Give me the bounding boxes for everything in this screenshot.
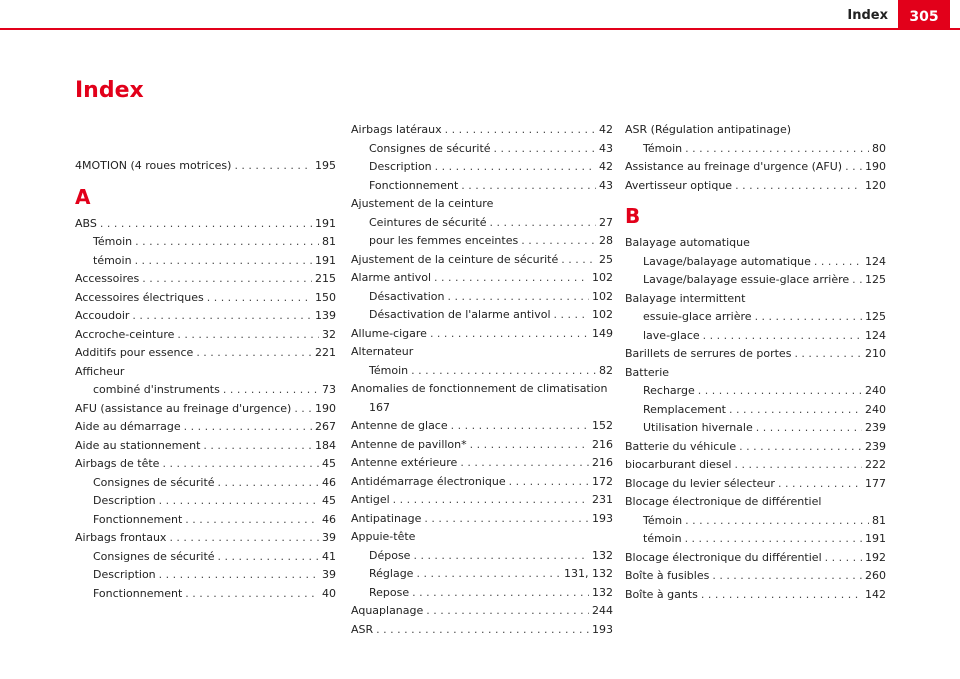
entry-page-ref[interactable]: 102	[592, 271, 613, 284]
entry-term: Témoin	[93, 235, 133, 248]
dot-leader	[135, 233, 319, 252]
dot-leader	[376, 621, 589, 640]
entry-term: Consignes de sécurité	[369, 141, 491, 155]
index-letter-heading: B	[625, 204, 641, 228]
dot-leader	[447, 288, 589, 307]
entry-page-ref[interactable]: 28	[599, 234, 613, 247]
dot-leader	[169, 529, 319, 548]
entry-term: Barillets de serrures de portes	[625, 347, 792, 360]
entry-page-ref[interactable]: 120	[865, 178, 886, 192]
index-entry-heading	[625, 121, 886, 140]
dot-leader	[203, 437, 312, 456]
dot-leader	[412, 584, 589, 603]
dot-leader	[735, 177, 862, 196]
entry-term: Balayage automatique	[625, 236, 750, 249]
index-subentry	[351, 158, 613, 177]
entry-term: Description	[93, 494, 156, 507]
entry-term: Désactivation de l'alarme antivol	[369, 308, 551, 321]
dot-leader	[685, 530, 862, 549]
entry-term: Additifs pour essence	[75, 346, 194, 359]
dot-leader	[426, 602, 589, 621]
entry-page-ref[interactable]: 239	[865, 421, 886, 434]
dot-leader	[185, 585, 319, 604]
index-subentry	[75, 233, 336, 252]
dot-leader	[814, 253, 862, 272]
index-subentry	[351, 177, 613, 196]
entry-term: Ajustement de la ceinture	[351, 197, 494, 210]
index-subentry	[75, 548, 336, 567]
entry-page-ref[interactable]: 184	[315, 438, 336, 452]
index-letter-heading: A	[75, 184, 91, 209]
dot-leader	[218, 548, 319, 567]
index-subentry	[625, 140, 886, 159]
index-entry	[351, 121, 613, 140]
entry-term: Description	[93, 568, 156, 581]
index-entry-heading	[625, 364, 886, 383]
index-subentry	[625, 327, 886, 346]
entry-page-ref[interactable]: 80	[872, 141, 886, 155]
dot-leader	[825, 549, 862, 568]
dot-leader	[703, 327, 862, 346]
dot-leader	[185, 511, 319, 530]
entry-term: Lavage/balayage automatique	[643, 254, 811, 268]
entry-term: biocarburant diesel	[625, 458, 732, 471]
dot-leader	[739, 438, 862, 457]
header-section-title: Index	[847, 8, 888, 23]
entry-page-ref[interactable]: 124	[865, 328, 886, 342]
index-subentry	[351, 232, 613, 251]
index-entry	[625, 177, 886, 196]
dot-leader	[554, 306, 590, 325]
entry-page-ref[interactable]: 131, 132	[564, 567, 613, 580]
entry-page-ref[interactable]: 193	[592, 622, 613, 636]
dot-leader	[393, 491, 589, 510]
index-entry	[75, 307, 336, 326]
entry-page-ref[interactable]: 43	[599, 141, 613, 155]
entry-term: Batterie	[625, 365, 670, 379]
entry-term: Fonctionnement	[93, 586, 183, 600]
index-subentry	[351, 584, 613, 603]
entry-term: Blocage du levier sélecteur	[625, 476, 775, 490]
index-subentry	[625, 530, 886, 549]
dot-leader	[196, 344, 312, 363]
dot-leader	[451, 417, 589, 436]
index-entry	[351, 325, 613, 344]
entry-term: Antigel	[351, 493, 390, 506]
dot-leader	[159, 492, 319, 511]
entry-page-ref[interactable]: 239	[865, 439, 886, 453]
entry-term: Ceintures de sécurité	[369, 215, 487, 229]
dot-leader	[845, 158, 862, 177]
entry-term: ASR	[351, 622, 374, 636]
index-subentry	[625, 419, 886, 438]
index-subentry	[625, 382, 886, 401]
dot-leader	[756, 419, 862, 438]
entry-term: Aquaplanage	[351, 604, 424, 617]
dot-leader	[434, 269, 589, 288]
dot-leader	[494, 140, 596, 159]
entry-term: Assistance au freinage d'urgence (AFU)	[625, 160, 843, 173]
index-subentry	[625, 253, 886, 272]
entry-term: Utilisation hivernale	[643, 421, 753, 434]
entry-page-ref[interactable]: 45	[322, 457, 336, 470]
index-subentry	[351, 140, 613, 159]
index-entry-heading	[351, 343, 613, 362]
entry-page-ref[interactable]: 240	[865, 402, 886, 416]
index-entry	[351, 417, 613, 436]
entry-page-ref[interactable]: 216	[592, 456, 613, 469]
entry-term: Accessoires	[75, 272, 140, 285]
index-subentry	[75, 381, 336, 400]
entry-term: Batterie du véhicule	[625, 439, 737, 453]
dot-leader	[470, 436, 589, 455]
entry-page-ref[interactable]: 191	[315, 216, 336, 230]
entry-page-ref[interactable]: 125	[865, 310, 886, 323]
index-subentry	[75, 252, 336, 271]
entry-page-ref[interactable]: 81	[322, 235, 336, 248]
index-entry	[75, 437, 336, 456]
dot-leader	[132, 307, 312, 326]
dot-leader	[100, 215, 312, 234]
entry-term: Antenne de pavillon*	[351, 437, 467, 451]
dot-leader	[413, 547, 589, 566]
entry-term: Accessoires électriques	[75, 290, 204, 304]
index-entry	[625, 438, 886, 457]
entry-term: AFU (assistance au freinage d'urgence)	[75, 401, 292, 415]
entry-term: Airbags frontaux	[75, 531, 167, 544]
dot-leader	[184, 418, 312, 437]
entry-page-ref[interactable]: 32	[322, 327, 336, 341]
entry-term: Remplacement	[643, 402, 726, 416]
entry-term: Appuie-tête	[351, 530, 416, 543]
entry-term: Témoin	[369, 363, 409, 377]
index-column-3	[625, 121, 886, 604]
entry-page-ref[interactable]: 240	[865, 384, 886, 397]
index-entry	[351, 621, 613, 640]
dot-leader	[698, 382, 862, 401]
dot-leader	[223, 381, 319, 400]
index-entry	[351, 454, 613, 473]
dot-leader	[712, 567, 862, 586]
entry-term: Repose	[369, 585, 410, 599]
index-subentry	[75, 511, 336, 530]
entry-term: 4MOTION (4 roues motrices)	[75, 159, 232, 172]
entry-page-ref[interactable]: 139	[315, 309, 336, 322]
entry-page-ref[interactable]: 210	[865, 347, 886, 360]
index-subentry	[351, 306, 613, 325]
dot-leader	[411, 362, 596, 381]
entry-page-ref[interactable]: 73	[322, 383, 336, 396]
index-entry-wrapped	[351, 380, 613, 417]
entry-term: Réglage	[369, 567, 414, 580]
dot-leader	[142, 270, 312, 289]
entry-page-ref[interactable]: 124	[865, 254, 886, 268]
entry-page-ref[interactable]: 190	[315, 401, 336, 415]
index-entry	[351, 436, 613, 455]
index-entry	[351, 473, 613, 492]
entry-page-ref[interactable]: 41	[322, 549, 336, 563]
index-entry	[75, 344, 336, 363]
entry-page-ref[interactable]: 102	[592, 308, 613, 321]
entry-term: Airbags latéraux	[351, 123, 442, 136]
entry-term: Airbags de tête	[75, 457, 160, 470]
entry-page-ref[interactable]: 81	[872, 513, 886, 527]
entry-term: Alarme antivol	[351, 271, 432, 284]
index-subentry	[625, 308, 886, 327]
entry-term: témoin	[93, 253, 132, 267]
entry-page-ref[interactable]: 125	[865, 273, 886, 286]
index-subentry	[625, 401, 886, 420]
dot-leader	[852, 271, 862, 290]
entry-page-ref[interactable]: 172	[592, 474, 613, 488]
index-subentry	[351, 214, 613, 233]
entry-page-ref[interactable]: 177	[865, 476, 886, 490]
index-entry	[75, 529, 336, 548]
dot-leader	[561, 251, 596, 270]
index-entry-heading	[625, 290, 886, 309]
index-entry-heading	[75, 363, 336, 382]
dot-leader	[755, 308, 862, 327]
entry-term: Blocage électronique de différentiel	[625, 495, 822, 508]
index-entry	[625, 345, 886, 364]
index-subentry	[75, 585, 336, 604]
entry-page-ref[interactable]: 195	[315, 159, 336, 172]
entry-term: Balayage intermittent	[625, 291, 746, 305]
index-subentry	[351, 565, 613, 584]
entry-page-ref[interactable]: 216	[592, 437, 613, 451]
entry-term: Antidémarrage électronique	[351, 474, 506, 488]
dot-leader	[435, 158, 596, 177]
entry-page-ref[interactable]: 231	[592, 493, 613, 506]
dot-leader	[445, 121, 596, 140]
index-entry	[351, 251, 613, 270]
index-entry-heading	[625, 234, 886, 253]
entry-term: Afficheur	[75, 364, 125, 378]
entry-page-ref[interactable]: 192	[865, 550, 886, 564]
entry-term: Alternateur	[351, 345, 414, 358]
dot-leader	[207, 289, 312, 308]
index-subentry	[75, 566, 336, 585]
entry-term: Lavage/balayage essuie-glace arrière	[643, 273, 850, 286]
entry-page-ref[interactable]: 40	[322, 586, 336, 600]
entry-term: pour les femmes enceintes	[369, 234, 519, 247]
index-entry	[75, 400, 336, 419]
dot-leader	[460, 454, 589, 473]
entry-page-ref[interactable]: 27	[599, 215, 613, 229]
index-entry	[625, 567, 886, 586]
entry-page-ref[interactable]: 150	[315, 290, 336, 304]
entry-term: combiné d'instruments	[93, 383, 220, 396]
entry-term: Allume-cigare	[351, 326, 427, 340]
dot-leader	[729, 401, 862, 420]
entry-term: Aide au démarrage	[75, 420, 181, 433]
dot-leader	[521, 232, 596, 251]
entry-term: Anomalies de fonctionnement de climatisation	[351, 382, 608, 395]
entry-term: Dépose	[369, 548, 411, 562]
entry-page-ref[interactable]: 82	[599, 363, 613, 377]
dot-leader	[430, 325, 589, 344]
index-entry	[351, 269, 613, 288]
entry-page-ref[interactable]: 149	[592, 326, 613, 340]
entry-page-ref[interactable]: 45	[322, 494, 336, 507]
entry-term: Aide au stationnement	[75, 438, 201, 452]
entry-page-ref[interactable]: 132	[592, 548, 613, 562]
dot-leader	[794, 345, 862, 364]
index-entry	[625, 586, 886, 605]
index-entry	[75, 157, 336, 176]
entry-page-ref[interactable]: 191	[315, 253, 336, 267]
dot-leader	[734, 456, 862, 475]
entry-term: témoin	[643, 532, 682, 545]
index-subentry	[625, 512, 886, 531]
entry-term: Témoin	[643, 141, 683, 155]
entry-term: Recharge	[643, 384, 695, 397]
index-entry	[625, 475, 886, 494]
entry-page-ref[interactable]: 191	[865, 532, 886, 545]
dot-leader	[159, 566, 319, 585]
entry-page-ref[interactable]: 215	[315, 272, 336, 285]
index-entry	[625, 549, 886, 568]
entry-page-ref[interactable]: 167	[369, 400, 390, 414]
entry-term: lave-glace	[643, 328, 700, 342]
entry-page-ref[interactable]: 267	[315, 420, 336, 433]
entry-term: Consignes de sécurité	[93, 549, 215, 563]
entry-term: ASR (Régulation antipatinage)	[625, 123, 792, 136]
index-entry	[351, 602, 613, 621]
entry-term: Accroche-ceinture	[75, 327, 175, 341]
entry-page-ref[interactable]: 221	[315, 346, 336, 359]
dot-leader	[135, 252, 312, 271]
entry-term: Ajustement de la ceinture de sécurité	[351, 252, 559, 266]
entry-term: Antenne extérieure	[351, 456, 458, 469]
entry-term: Antipatinage	[351, 511, 422, 525]
header-rule	[0, 28, 960, 30]
entry-page-ref[interactable]: 39	[322, 568, 336, 581]
dot-leader	[509, 473, 589, 492]
dot-leader	[701, 586, 862, 605]
entry-term: Accoudoir	[75, 309, 130, 322]
index-subentry	[351, 547, 613, 566]
entry-page-ref[interactable]: 244	[592, 604, 613, 617]
entry-page-ref[interactable]: 42	[599, 123, 613, 136]
dot-leader	[294, 400, 312, 419]
dot-leader	[162, 455, 319, 474]
dot-leader	[218, 474, 319, 493]
index-entry	[75, 455, 336, 474]
entry-term: Blocage électronique du différentiel	[625, 550, 822, 564]
entry-page-ref[interactable]: 132	[592, 585, 613, 599]
entry-page-ref[interactable]: 260	[865, 569, 886, 582]
entry-page-ref[interactable]: 42	[599, 160, 613, 173]
page-title: Index	[75, 78, 144, 103]
index-entry	[75, 289, 336, 308]
entry-term: Témoin	[643, 513, 683, 527]
entry-term: Boîte à gants	[625, 587, 698, 601]
dot-leader	[461, 177, 596, 196]
index-subentry	[351, 288, 613, 307]
index-column-1	[75, 157, 336, 603]
dot-leader	[177, 326, 319, 345]
entry-term: Boîte à fusibles	[625, 569, 710, 582]
entry-page-ref[interactable]: 46	[322, 512, 336, 526]
dot-leader	[424, 510, 589, 529]
index-entry	[351, 491, 613, 510]
entry-page-ref[interactable]: 43	[599, 178, 613, 192]
index-column-2	[351, 121, 613, 639]
entry-term: essuie-glace arrière	[643, 310, 752, 323]
entry-term: Consignes de sécurité	[93, 475, 215, 489]
entry-page-ref[interactable]: 25	[599, 252, 613, 266]
entry-term: Description	[369, 160, 432, 173]
index-entry	[625, 456, 886, 475]
entry-page-ref[interactable]: 46	[322, 475, 336, 489]
index-entry	[75, 270, 336, 289]
index-subentry	[75, 474, 336, 493]
index-subentry	[75, 492, 336, 511]
dot-leader	[778, 475, 862, 494]
dot-leader	[685, 512, 869, 531]
entry-term: Fonctionnement	[93, 512, 183, 526]
index-entry	[75, 418, 336, 437]
index-subentry	[625, 271, 886, 290]
dot-leader	[685, 140, 869, 159]
entry-page-ref[interactable]: 190	[865, 160, 886, 173]
page-number-badge: 305	[898, 0, 950, 30]
index-entry-heading	[625, 493, 886, 512]
entry-page-ref[interactable]: 152	[592, 419, 613, 432]
entry-page-ref[interactable]: 39	[322, 531, 336, 544]
entry-page-ref[interactable]: 193	[592, 511, 613, 525]
index-subentry	[351, 362, 613, 381]
entry-term: Désactivation	[369, 289, 445, 303]
index-entry	[351, 510, 613, 529]
index-entry-heading	[351, 195, 613, 214]
entry-term: Fonctionnement	[369, 178, 459, 192]
dot-leader	[234, 157, 312, 176]
entry-page-ref[interactable]: 102	[592, 289, 613, 303]
dot-leader	[489, 214, 596, 233]
index-entry-heading	[351, 528, 613, 547]
index-entry	[625, 158, 886, 177]
dot-leader	[416, 565, 561, 584]
index-entry	[75, 326, 336, 345]
index-entry	[75, 215, 336, 234]
entry-page-ref[interactable]: 142	[865, 587, 886, 601]
entry-term: ABS	[75, 216, 97, 230]
entry-term: Avertisseur optique	[625, 178, 733, 192]
entry-page-ref[interactable]: 222	[865, 458, 886, 471]
entry-term: Antenne de glace	[351, 419, 448, 432]
